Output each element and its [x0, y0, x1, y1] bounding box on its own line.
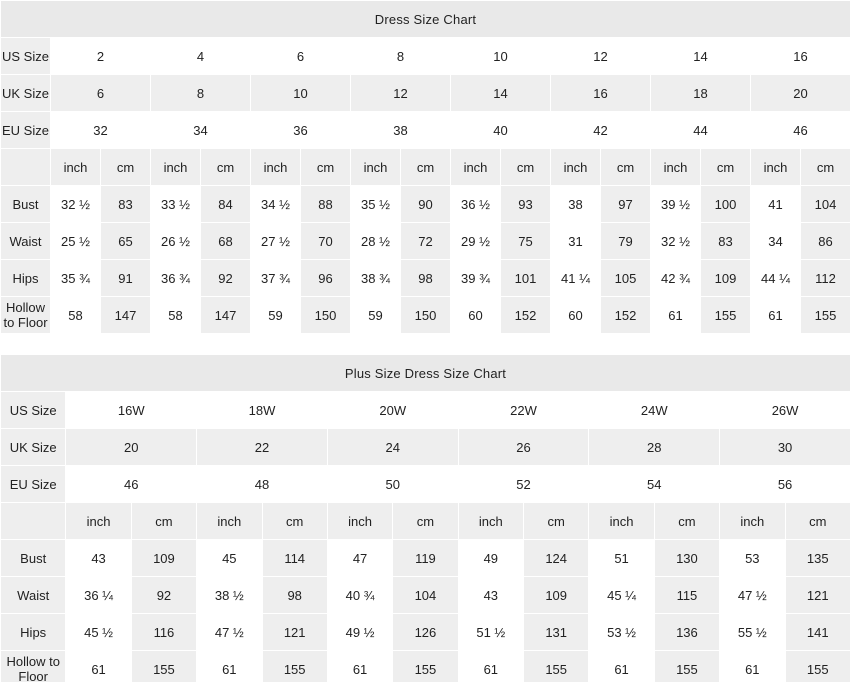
eu-size-value: 48 [197, 466, 328, 503]
us-size-value: 6 [251, 38, 351, 75]
measure-cell: 119 [393, 540, 458, 577]
row-label-hips: Hips [1, 614, 66, 651]
table-row [1, 540, 851, 577]
uk-size-value: 18 [651, 75, 751, 112]
measure-cell: 61 [197, 651, 262, 682]
measure-cell: 25 ½ [51, 223, 101, 260]
measure-cell: 114 [262, 540, 327, 577]
eu-size-value: 50 [327, 466, 458, 503]
uk-size-value: 26 [458, 429, 589, 466]
measure-cell: 124 [524, 540, 589, 577]
uk-size-value: 22 [197, 429, 328, 466]
row-label-hips: Hips [1, 260, 51, 297]
measure-cell: 155 [801, 297, 851, 334]
measure-cell: 40 ¾ [327, 577, 392, 614]
measure-cell: 152 [501, 297, 551, 334]
row-label-waist: Waist [1, 223, 51, 260]
measure-cell: 92 [201, 260, 251, 297]
measure-cell: 41 [751, 186, 801, 223]
unit-label: cm [801, 149, 851, 186]
row-label-units [1, 149, 51, 186]
table-row [1, 466, 851, 503]
unit-label: inch [151, 149, 201, 186]
unit-label: cm [101, 149, 151, 186]
measure-cell: 58 [151, 297, 201, 334]
eu-size-value: 56 [720, 466, 851, 503]
unit-label: cm [524, 503, 589, 540]
measure-cell: 32 ½ [51, 186, 101, 223]
uk-size-value: 16 [551, 75, 651, 112]
measure-cell: 45 [197, 540, 262, 577]
measure-cell: 29 ½ [451, 223, 501, 260]
measure-cell: 47 [327, 540, 392, 577]
measure-cell: 37 ¾ [251, 260, 301, 297]
measure-cell: 51 [589, 540, 654, 577]
uk-size-value: 10 [251, 75, 351, 112]
measure-cell: 86 [801, 223, 851, 260]
eu-size-value: 52 [458, 466, 589, 503]
measure-cell: 47 ½ [197, 614, 262, 651]
us-size-value: 20W [327, 392, 458, 429]
measure-cell: 33 ½ [151, 186, 201, 223]
unit-label: cm [131, 503, 196, 540]
unit-label: cm [785, 503, 851, 540]
measure-cell: 38 ½ [197, 577, 262, 614]
unit-label: inch [51, 149, 101, 186]
measure-cell: 112 [801, 260, 851, 297]
measure-cell: 35 ¾ [51, 260, 101, 297]
measure-cell: 79 [601, 223, 651, 260]
measure-cell: 61 [589, 651, 654, 682]
measure-cell: 36 ¾ [151, 260, 201, 297]
measure-cell: 104 [393, 577, 458, 614]
measure-cell: 155 [524, 651, 589, 682]
table-row [1, 614, 851, 651]
measure-cell: 58 [51, 297, 101, 334]
unit-label: inch [66, 503, 131, 540]
table-row [1, 223, 851, 260]
measure-cell: 104 [801, 186, 851, 223]
measure-cell: 98 [262, 577, 327, 614]
table-row [1, 186, 851, 223]
uk-size-value: 24 [327, 429, 458, 466]
unit-row [1, 149, 851, 186]
measure-cell: 141 [785, 614, 851, 651]
us-size-value: 10 [451, 38, 551, 75]
table-row [1, 112, 851, 149]
measure-cell: 61 [720, 651, 785, 682]
measure-cell: 96 [301, 260, 351, 297]
uk-size-value: 20 [66, 429, 197, 466]
table-row [1, 429, 851, 466]
us-size-value: 26W [720, 392, 851, 429]
measure-cell: 59 [251, 297, 301, 334]
unit-label: cm [701, 149, 751, 186]
measure-cell: 26 ½ [151, 223, 201, 260]
row-label-eu-size: EU Size [1, 466, 66, 503]
eu-size-value: 34 [151, 112, 251, 149]
row-label-eu-size: EU Size [1, 112, 51, 149]
eu-size-value: 40 [451, 112, 551, 149]
unit-label: inch [451, 149, 501, 186]
unit-label: cm [654, 503, 719, 540]
table-row [1, 577, 851, 614]
measure-cell: 150 [301, 297, 351, 334]
measure-cell: 109 [701, 260, 751, 297]
uk-size-value: 20 [751, 75, 851, 112]
measure-cell: 101 [501, 260, 551, 297]
measure-cell: 27 ½ [251, 223, 301, 260]
eu-size-value: 46 [751, 112, 851, 149]
row-label-hollow-to-floor: Hollow to Floor [1, 651, 66, 682]
unit-label: inch [351, 149, 401, 186]
measure-cell: 36 ¼ [66, 577, 131, 614]
eu-size-value: 54 [589, 466, 720, 503]
unit-label: inch [197, 503, 262, 540]
measure-cell: 126 [393, 614, 458, 651]
unit-label: cm [262, 503, 327, 540]
table-row [1, 297, 851, 334]
uk-size-value: 6 [51, 75, 151, 112]
us-size-value: 16 [751, 38, 851, 75]
eu-size-value: 46 [66, 466, 197, 503]
unit-row [1, 503, 851, 540]
uk-size-value: 28 [589, 429, 720, 466]
measure-cell: 83 [701, 223, 751, 260]
measure-cell: 53 [720, 540, 785, 577]
unit-label: cm [601, 149, 651, 186]
measure-cell: 131 [524, 614, 589, 651]
uk-size-value: 30 [720, 429, 851, 466]
unit-label: cm [401, 149, 451, 186]
measure-cell: 34 ½ [251, 186, 301, 223]
table-row [1, 651, 851, 682]
measure-cell: 121 [785, 577, 851, 614]
row-label-hollow-to-floor: Hollow to Floor [1, 297, 51, 334]
unit-label: inch [458, 503, 523, 540]
row-label-bust: Bust [1, 186, 51, 223]
measure-cell: 91 [101, 260, 151, 297]
chart-title-row [1, 1, 851, 38]
unit-label: inch [751, 149, 801, 186]
unit-label: cm [301, 149, 351, 186]
uk-size-value: 8 [151, 75, 251, 112]
measure-cell: 83 [101, 186, 151, 223]
measure-cell: 136 [654, 614, 719, 651]
measure-cell: 45 ¼ [589, 577, 654, 614]
measure-cell: 88 [301, 186, 351, 223]
us-size-value: 16W [66, 392, 197, 429]
table-row [1, 392, 851, 429]
eu-size-value: 44 [651, 112, 751, 149]
measure-cell: 97 [601, 186, 651, 223]
row-label-us-size: US Size [1, 392, 66, 429]
measure-cell: 60 [551, 297, 601, 334]
measure-cell: 150 [401, 297, 451, 334]
eu-size-value: 42 [551, 112, 651, 149]
measure-cell: 135 [785, 540, 851, 577]
measure-cell: 92 [131, 577, 196, 614]
measure-cell: 109 [524, 577, 589, 614]
measure-cell: 53 ½ [589, 614, 654, 651]
measure-cell: 155 [262, 651, 327, 682]
measure-cell: 75 [501, 223, 551, 260]
measure-cell: 155 [654, 651, 719, 682]
eu-size-value: 36 [251, 112, 351, 149]
measure-cell: 152 [601, 297, 651, 334]
measure-cell: 90 [401, 186, 451, 223]
measure-cell: 61 [458, 651, 523, 682]
measure-cell: 35 ½ [351, 186, 401, 223]
us-size-value: 18W [197, 392, 328, 429]
measure-cell: 43 [66, 540, 131, 577]
measure-cell: 98 [401, 260, 451, 297]
measure-cell: 38 ¾ [351, 260, 401, 297]
measure-cell: 72 [401, 223, 451, 260]
measure-cell: 61 [651, 297, 701, 334]
row-label-uk-size: UK Size [1, 75, 51, 112]
row-label-us-size: US Size [1, 38, 51, 75]
measure-cell: 121 [262, 614, 327, 651]
us-size-value: 14 [651, 38, 751, 75]
uk-size-value: 14 [451, 75, 551, 112]
measure-cell: 38 [551, 186, 601, 223]
chart-title-row [1, 355, 851, 392]
table-row [1, 38, 851, 75]
measure-cell: 32 ½ [651, 223, 701, 260]
measure-cell: 105 [601, 260, 651, 297]
us-size-value: 24W [589, 392, 720, 429]
measure-cell: 115 [654, 577, 719, 614]
measure-cell: 147 [101, 297, 151, 334]
measure-cell: 36 ½ [451, 186, 501, 223]
measure-cell: 39 ½ [651, 186, 701, 223]
page-title-plus: Plus Size Dress Size Chart [1, 355, 851, 392]
measure-cell: 147 [201, 297, 251, 334]
measure-cell: 155 [785, 651, 851, 682]
unit-label: inch [589, 503, 654, 540]
measure-cell: 41 ¼ [551, 260, 601, 297]
us-size-value: 12 [551, 38, 651, 75]
measure-cell: 155 [393, 651, 458, 682]
measure-cell: 68 [201, 223, 251, 260]
measure-cell: 65 [101, 223, 151, 260]
unit-label: inch [251, 149, 301, 186]
us-size-value: 4 [151, 38, 251, 75]
measure-cell: 28 ½ [351, 223, 401, 260]
plus-size-dress-size-chart-table [0, 354, 851, 682]
uk-size-value: 12 [351, 75, 451, 112]
unit-label: cm [201, 149, 251, 186]
measure-cell: 49 ½ [327, 614, 392, 651]
measure-cell: 44 ¼ [751, 260, 801, 297]
measure-cell: 34 [751, 223, 801, 260]
measure-cell: 100 [701, 186, 751, 223]
measure-cell: 45 ½ [66, 614, 131, 651]
measure-cell: 43 [458, 577, 523, 614]
measure-cell: 70 [301, 223, 351, 260]
measure-cell: 61 [66, 651, 131, 682]
measure-cell: 42 ¾ [651, 260, 701, 297]
us-size-value: 8 [351, 38, 451, 75]
dress-size-chart-table [0, 0, 851, 334]
unit-label: inch [651, 149, 701, 186]
measure-cell: 84 [201, 186, 251, 223]
eu-size-value: 38 [351, 112, 451, 149]
measure-cell: 155 [131, 651, 196, 682]
measure-cell: 93 [501, 186, 551, 223]
measure-cell: 130 [654, 540, 719, 577]
measure-cell: 39 ¾ [451, 260, 501, 297]
measure-cell: 47 ½ [720, 577, 785, 614]
measure-cell: 51 ½ [458, 614, 523, 651]
row-label-bust: Bust [1, 540, 66, 577]
measure-cell: 31 [551, 223, 601, 260]
us-size-value: 22W [458, 392, 589, 429]
measure-cell: 61 [327, 651, 392, 682]
unit-label: inch [720, 503, 785, 540]
eu-size-value: 32 [51, 112, 151, 149]
unit-label: inch [327, 503, 392, 540]
measure-cell: 59 [351, 297, 401, 334]
measure-cell: 116 [131, 614, 196, 651]
measure-cell: 60 [451, 297, 501, 334]
section-divider [0, 334, 851, 354]
table-row [1, 260, 851, 297]
measure-cell: 155 [701, 297, 751, 334]
page-title: Dress Size Chart [1, 1, 851, 38]
us-size-value: 2 [51, 38, 151, 75]
unit-label: inch [551, 149, 601, 186]
table-row [1, 75, 851, 112]
measure-cell: 49 [458, 540, 523, 577]
measure-cell: 109 [131, 540, 196, 577]
measure-cell: 55 ½ [720, 614, 785, 651]
row-label-units [1, 503, 66, 540]
row-label-uk-size: UK Size [1, 429, 66, 466]
unit-label: cm [501, 149, 551, 186]
measure-cell: 61 [751, 297, 801, 334]
row-label-waist: Waist [1, 577, 66, 614]
unit-label: cm [393, 503, 458, 540]
